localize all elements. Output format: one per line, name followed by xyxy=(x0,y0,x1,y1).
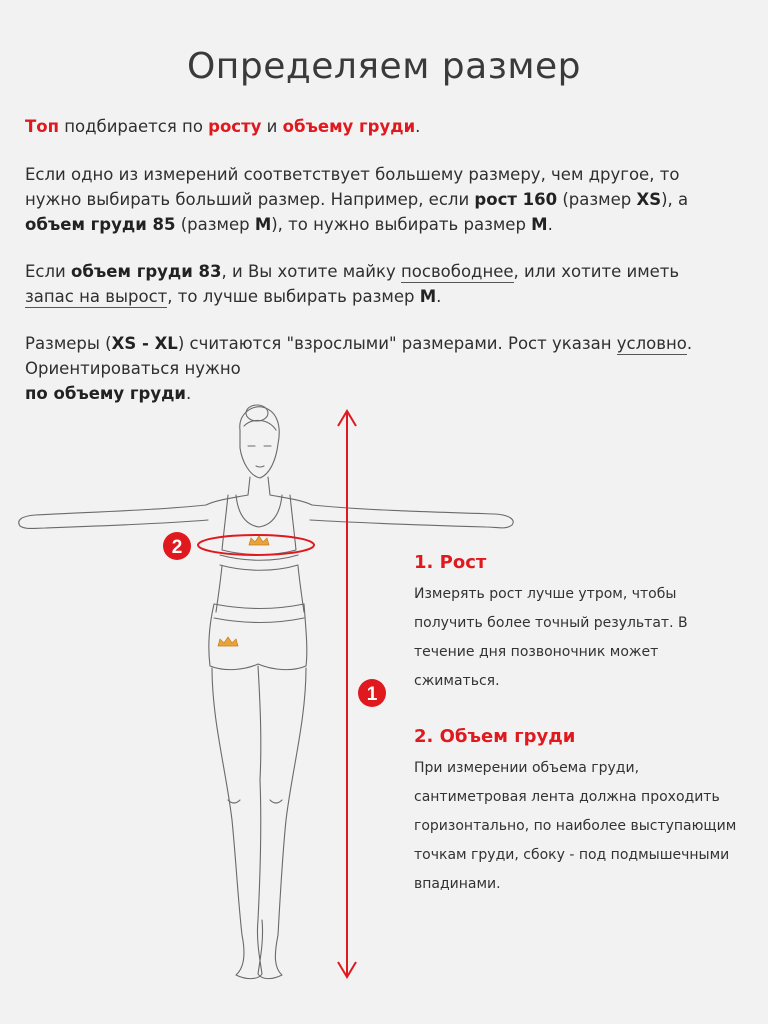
marker-chest-label: 2 xyxy=(171,537,183,558)
intro-paragraph xyxy=(25,114,725,139)
underlined-span: условно xyxy=(616,334,687,353)
text-span: . Ориентироваться нужно xyxy=(25,334,693,378)
text-span: , или хотите иметь xyxy=(513,262,680,281)
bold-span: рост 160 xyxy=(474,190,558,209)
text-span: , то лучше выбирать размер xyxy=(167,287,420,306)
text-span: (размер xyxy=(557,190,637,209)
marker-chest xyxy=(163,532,191,560)
text-span: Если xyxy=(25,262,72,281)
text-span: . xyxy=(415,117,421,136)
text-span: . xyxy=(436,287,442,306)
chest-description: При измерении объема груди, сантиметровая лента должна проходить горизонтально, по наиболее выступающим точкам груди, сбоку - под подмышечными впадинами. xyxy=(414,760,737,892)
underlined-span: посвободнее xyxy=(401,262,514,281)
height-keyword: росту xyxy=(208,117,262,136)
loose-fit-paragraph xyxy=(25,259,725,309)
rule-paragraph xyxy=(25,162,725,237)
chest-heading: 2. Объем груди xyxy=(414,726,576,747)
bold-span: XS - XL xyxy=(111,334,178,353)
text-span: (размер xyxy=(175,215,255,234)
height-description: Измерять рост лучше утром, чтобы получить более точный результат. В течение дня позвоночник может сжиматься. xyxy=(414,586,688,689)
text-span: . xyxy=(186,384,192,403)
height-arrow xyxy=(338,411,356,977)
bold-span: M xyxy=(254,215,272,234)
page-title: Определяем размер xyxy=(186,46,582,87)
bold-span: по объему груди xyxy=(25,384,186,403)
bold-span: объем груди 83 xyxy=(71,262,222,281)
text-span: Если одно из измерений соответствует большему размеру, чем другое, то нужно выбирать больший размер. Например, если xyxy=(25,165,680,209)
text-span: ) считаются "взрослыми" размерами. Рост указан xyxy=(177,334,617,353)
bold-span: объем груди 85 xyxy=(25,215,176,234)
text-span: ), то нужно выбирать размер xyxy=(271,215,532,234)
text-span: и xyxy=(261,117,283,136)
text-span: . xyxy=(547,215,553,234)
crown-logo-icon xyxy=(218,536,269,646)
text-span: ), а xyxy=(661,190,689,209)
chest-keyword: объему груди xyxy=(282,117,416,136)
bold-span: XS xyxy=(636,190,662,209)
text-span: , и Вы хотите майку xyxy=(221,262,401,281)
marker-height-label: 1 xyxy=(366,684,378,705)
height-heading: 1. Рост xyxy=(414,552,487,573)
text-span: подбирается по xyxy=(59,117,209,136)
body-measurement-figure xyxy=(0,395,768,1015)
bold-span: M xyxy=(531,215,548,234)
underlined-span: запас на вырост xyxy=(25,287,168,306)
text-span: Размеры ( xyxy=(25,334,112,353)
marker-height xyxy=(358,679,386,707)
top-keyword: Топ xyxy=(25,117,59,136)
bold-span: M xyxy=(419,287,437,306)
